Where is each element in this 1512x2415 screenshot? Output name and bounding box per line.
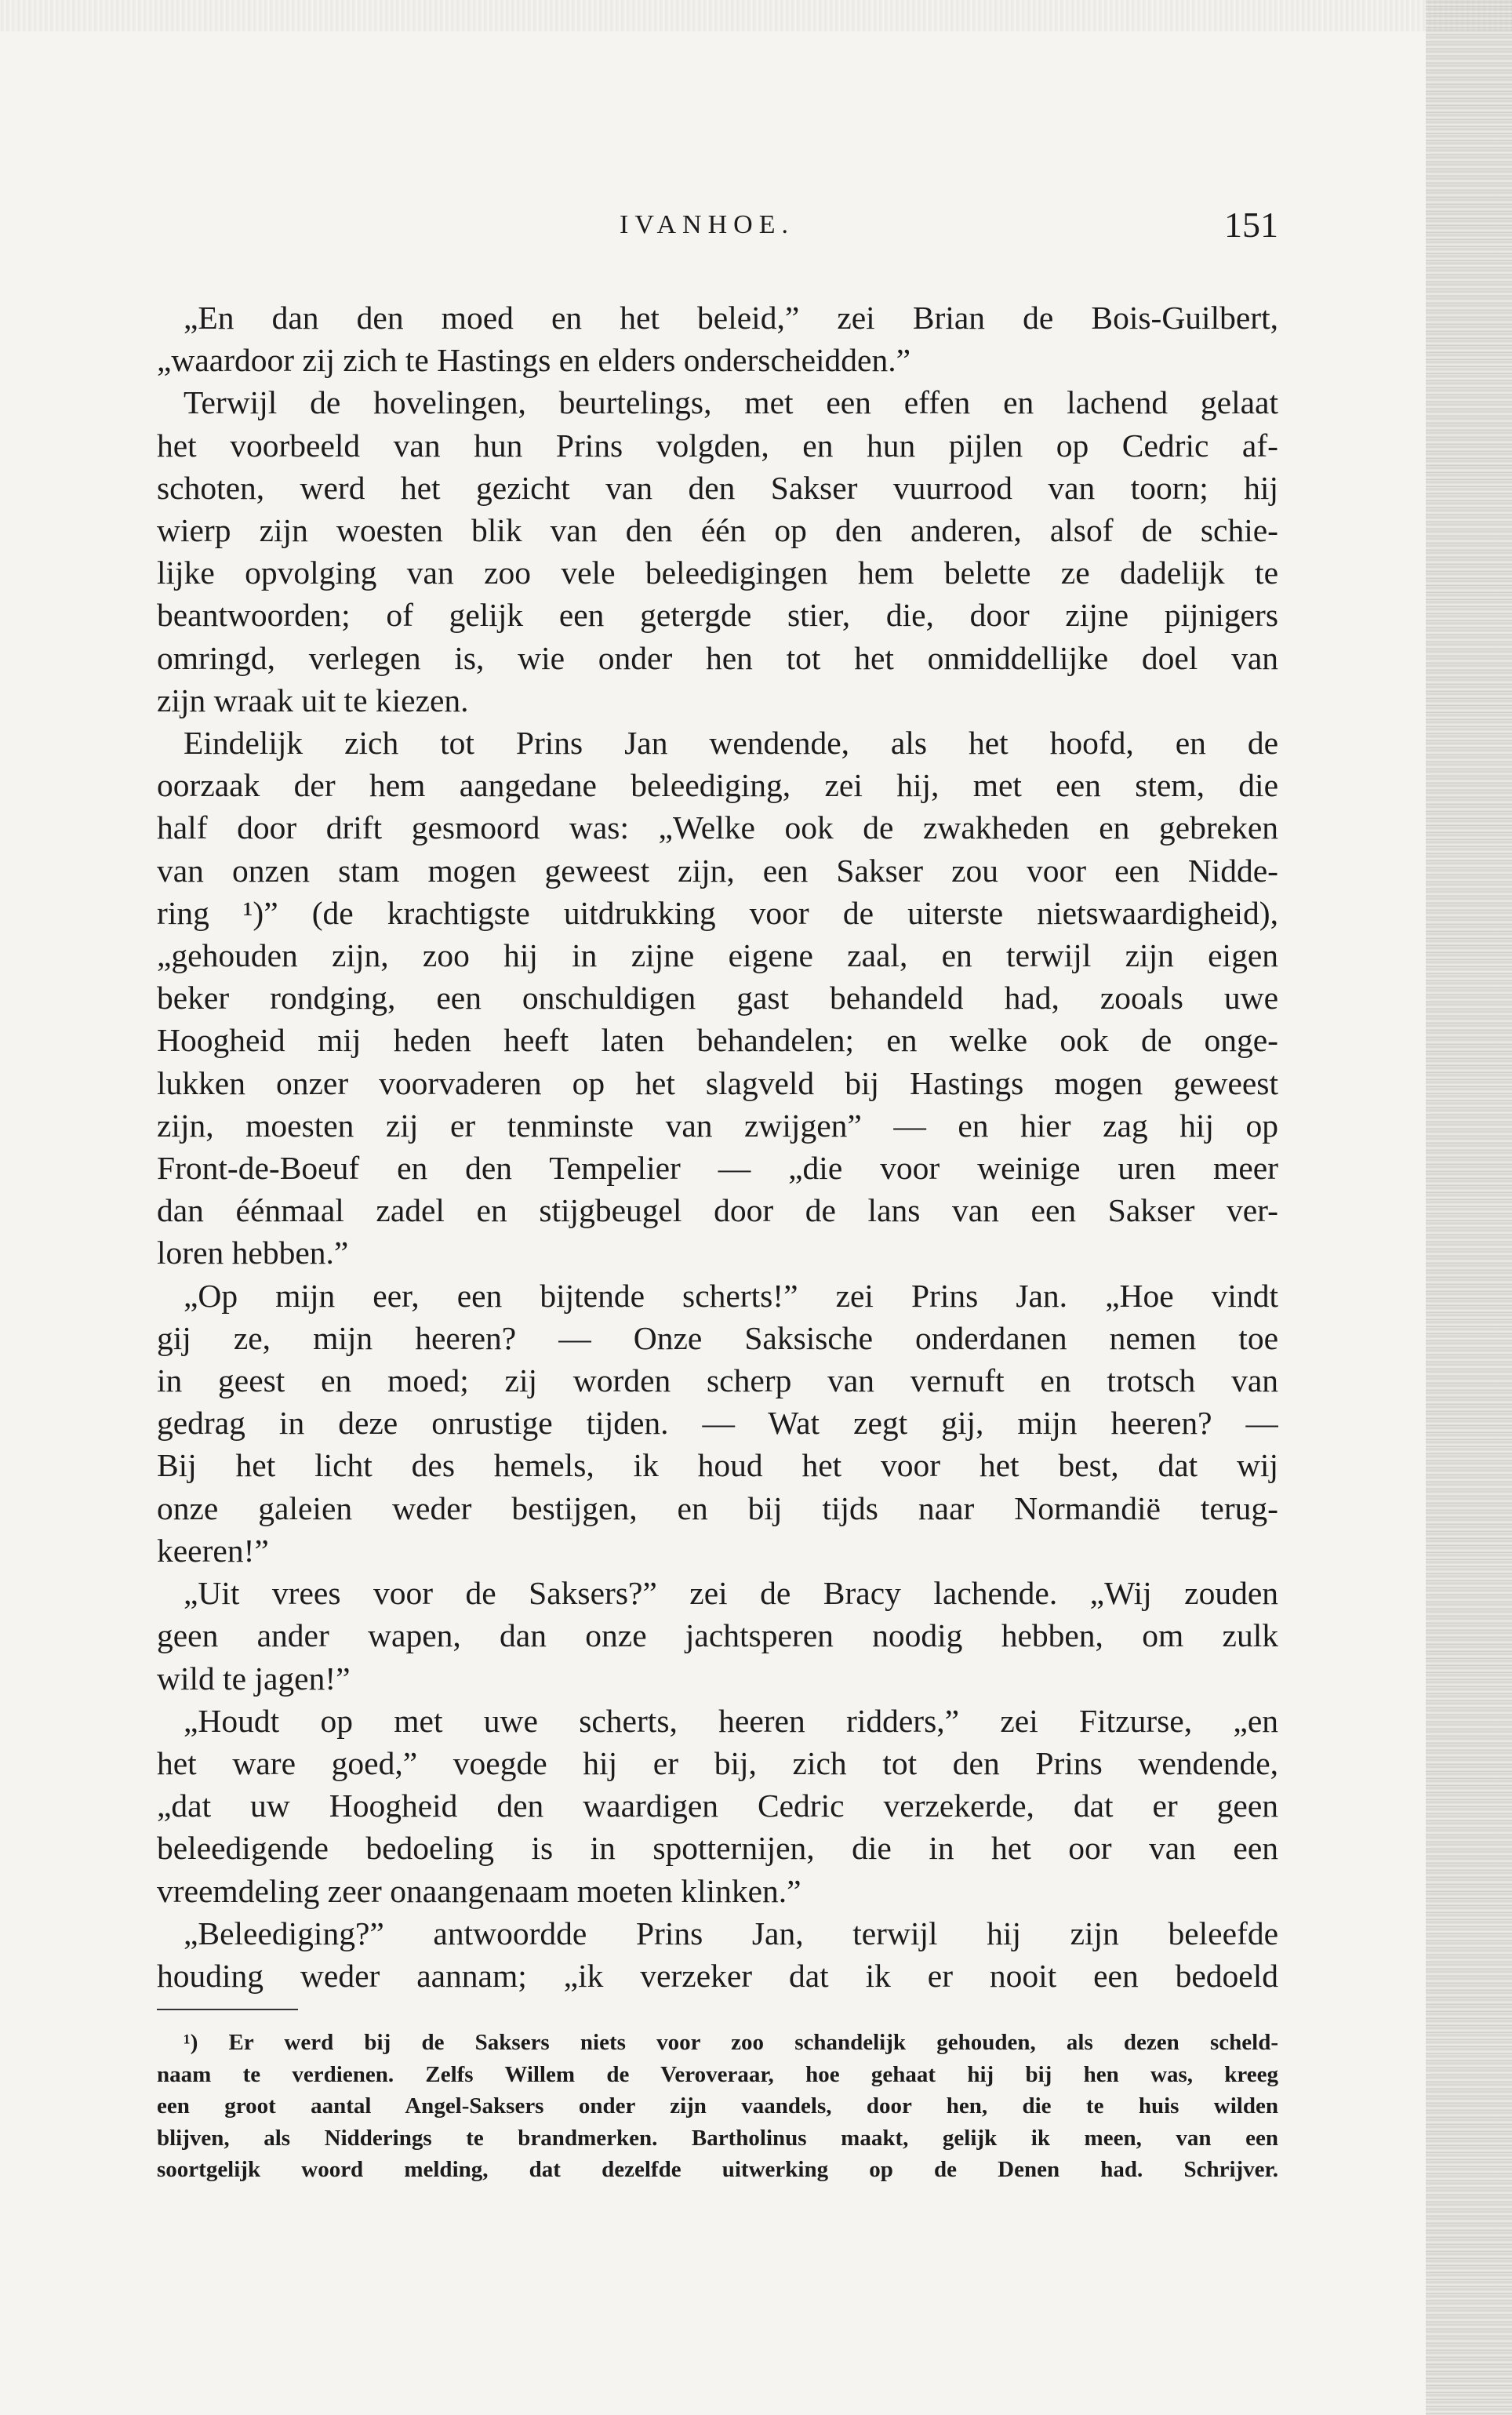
scan-top-noise xyxy=(0,0,1512,31)
text-line: ring ¹)” (de krachtigste uitdrukking voor de uiterste nietswaardigheid), xyxy=(157,894,1278,931)
footnote-line: een groot aantal Angel-Saksers onder zijn vaandels, door hen, die te huis wilden xyxy=(157,2093,1278,2119)
text-line: het voorbeeld van hun Prins volgden, en hun pijlen op Cedric af- xyxy=(157,427,1278,464)
text-line: „Uit vrees voor de Saksers?” zei de Bracy lachende. „Wij zouden xyxy=(184,1575,1278,1612)
text-line: „Beleediging?” antwoordde Prins Jan, terwijl hij zijn beleefde xyxy=(184,1915,1278,1951)
text-line: in geest en moed; zij worden scherp van vernuft en trotsch van xyxy=(157,1362,1278,1399)
text-line: beantwoorden; of gelijk een getergde stier, die, door zijne pijnigers xyxy=(157,597,1278,634)
text-line: gedrag in deze onrustige tijden. — Wat zegt gij, mijn heeren? — xyxy=(157,1405,1278,1442)
text-line: houding weder aannam; „ik verzeker dat ik er nooit een bedoeld xyxy=(157,1957,1278,1994)
footnote-line: blijven, als Nidderings te brandmerken. Bartholinus maakt, gelijk ik meen, van een xyxy=(157,2125,1278,2151)
text-line: beleedigende bedoeling is in spotternijen, die in het oor van een xyxy=(157,1830,1278,1867)
text-line: oorzaak der hem aangedane beleediging, zei hij, met een stem, die xyxy=(157,767,1278,804)
text-line: zijn wraak uit te kiezen. xyxy=(157,682,469,718)
text-line: Bij het licht des hemels, ik houd het voor het best, dat wij xyxy=(157,1447,1278,1484)
text-line: „En dan den moed en het beleid,” zei Brian de Bois-Guilbert, xyxy=(184,300,1278,336)
text-line: Terwijl de hovelingen, beurtelings, met een effen en lachend gelaat xyxy=(184,384,1278,421)
scan-page-edge xyxy=(1426,0,1512,2415)
text-line: het ware goed,” voegde hij er bij, zich tot den Prins wendende, xyxy=(157,1744,1278,1781)
footnotes xyxy=(157,2027,1278,2186)
page-number: 151 xyxy=(1224,205,1278,245)
footnote-rule xyxy=(157,2009,298,2010)
text-line: wierp zijn woesten blik van den één op den anderen, alsof de schie- xyxy=(157,512,1278,549)
footnote-line: naam te verdienen. Zelfs Willem de Veroveraar, hoe gehaat hij bij hen was, kreeg xyxy=(157,2061,1278,2087)
text-line: Front-de-Boeuf en den Tempelier — „die voor weinige uren meer xyxy=(157,1150,1278,1187)
text-line: „Houdt op met uwe scherts, heeren ridders,” zei Fitzurse, „en xyxy=(184,1702,1278,1739)
text-line: vreemdeling zeer onaangenaam moeten klinken.” xyxy=(157,1872,801,1909)
text-line: keeren!” xyxy=(157,1532,269,1569)
text-line: omringd, verlegen is, wie onder hen tot het onmiddellijke doel van xyxy=(157,639,1278,676)
text-line: gij ze, mijn heeren? — Onze Saksische onderdanen nemen toe xyxy=(157,1319,1278,1356)
text-line: wild te jagen!” xyxy=(157,1660,351,1697)
text-line: „Op mijn eer, een bijtende scherts!” zei Prins Jan. „Hoe vindt xyxy=(184,1277,1278,1314)
text-line: zijn, moesten zij er tenminste van zwijgen” — en hier zag hij op xyxy=(157,1107,1278,1144)
text-line: onze galeien weder bestijgen, en bij tijds naar Normandië terug- xyxy=(157,1489,1278,1526)
text-line: „dat uw Hoogheid den waardigen Cedric verzekerde, dat er geen xyxy=(157,1788,1278,1824)
text-line: van onzen stam mogen geweest zijn, een Sakser zou voor een Nidde- xyxy=(157,852,1278,889)
text-line: „gehouden zijn, zoo hij in zijne eigene zaal, en terwijl zijn eigen xyxy=(157,937,1278,974)
text-line: lijke opvolging van zoo vele beleedigingen hem belette ze dadelijk te xyxy=(157,555,1278,591)
body-text xyxy=(157,296,1278,1997)
text-line: geen ander wapen, dan onze jachtsperen noodig hebben, om zulk xyxy=(157,1617,1278,1654)
text-line: lukken onzer voorvaderen op het slagveld bij Hastings mogen geweest xyxy=(157,1064,1278,1101)
text-line: Eindelijk zich tot Prins Jan wendende, als het hoofd, en de xyxy=(184,725,1278,762)
page-header xyxy=(165,205,1278,257)
text-line: beker rondging, een onschuldigen gast behandeld had, zooals uwe xyxy=(157,980,1278,1017)
text-line: „waardoor zij zich te Hastings en elders onderscheidden.” xyxy=(157,342,911,379)
footnote-line: ¹) Er werd bij de Saksers niets voor zoo schandelijk gehouden, als dezen scheld- xyxy=(184,2030,1278,2055)
text-line: schoten, werd het gezicht van den Sakser vuurrood van toorn; hij xyxy=(157,469,1278,506)
text-line: dan éénmaal zadel en stijgbeugel door de lans van een Sakser ver- xyxy=(157,1192,1278,1229)
text-line: half door drift gesmoord was: „Welke ook de zwakheden en gebreken xyxy=(157,809,1278,846)
text-line: loren hebben.” xyxy=(157,1235,349,1271)
footnote-line: soortgelijk woord melding, dat dezelfde uitwerking op de Denen had. Schrijver. xyxy=(157,2157,1278,2182)
text-line: Hoogheid mij heden heeft laten behandelen; en welke ook de onge- xyxy=(157,1022,1278,1059)
running-title: IVANHOE. xyxy=(620,210,794,239)
